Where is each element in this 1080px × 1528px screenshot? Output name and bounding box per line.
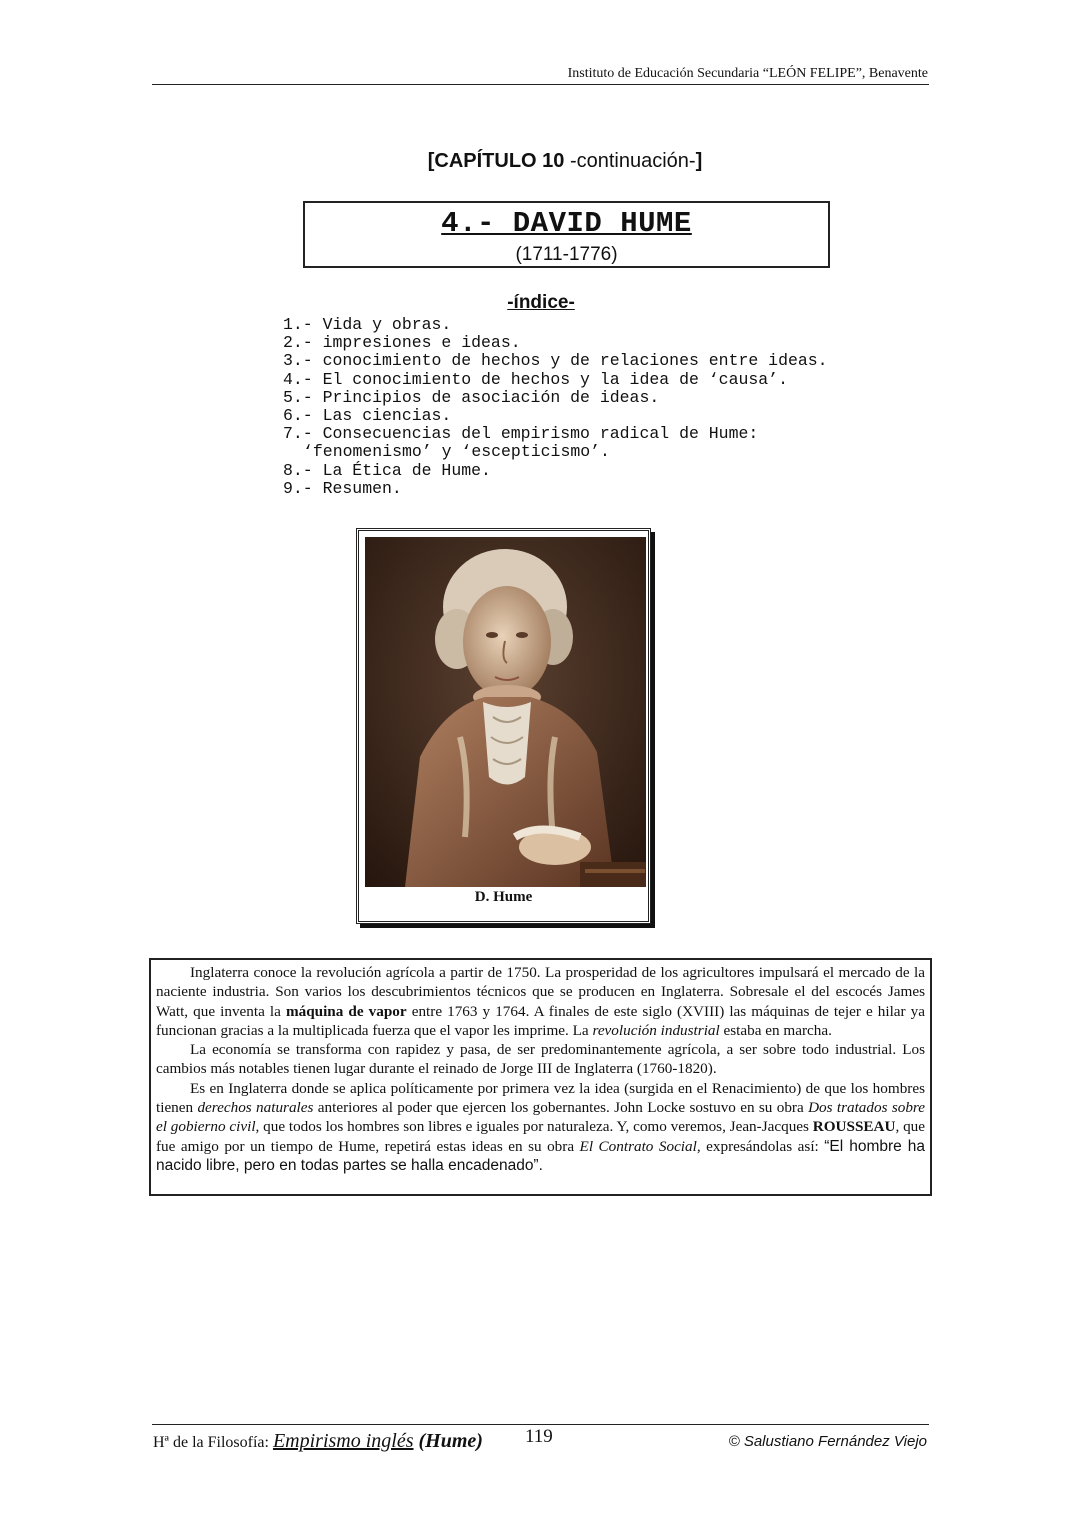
portrait-image	[365, 537, 646, 887]
index-item: 2.- impresiones e ideas.	[283, 333, 521, 353]
text-run-italic: Dos tratados sobre el gobierno civil	[156, 1099, 926, 1136]
footer-copyright: © Salustiano Fernández Viejo	[728, 1433, 927, 1450]
chapter-heading	[0, 150, 1080, 173]
text-run: Es en Inglaterra donde se aplica políticamente por primera vez la idea (surgida en el Renacimiento) de que los hombres tienen	[156, 1079, 925, 1117]
index-item: 5.- Principios de asociación de ideas.	[283, 387, 660, 407]
footer-subject-label: Hª de la Filosofía:	[153, 1434, 273, 1451]
footer-course: Empirismo inglés	[272, 1430, 414, 1452]
portrait-illustration	[365, 537, 646, 887]
text-run: , que fue amigo por un tiempo de Hume, repetirá estas ideas en su obra	[156, 1118, 925, 1155]
header-rule	[152, 84, 929, 85]
text-run-bold: ROUSSEAU	[812, 1118, 896, 1136]
paragraph-economy: La economía se transforma con rapidez y pasa, de ser predominantemente agrícola, a ser sobre todo industrial. Los cambios más notables tienen lugar durante el reinado de Jorge III de Inglaterra (1760-1820).	[156, 1041, 925, 1078]
text-run-italic: revolución industrial	[592, 1021, 720, 1039]
text-run-bold: máquina de vapor	[285, 1002, 407, 1020]
page-title: 4.- DAVID HUME	[441, 207, 692, 240]
text-run: estaba en marcha.	[719, 1021, 832, 1039]
index-item: 9.- Resumen.	[283, 478, 402, 498]
title-dates: (1711-1776)	[515, 244, 618, 265]
page-number: 119	[525, 1426, 553, 1447]
index-list	[283, 316, 828, 498]
text-run: Inglaterra conoce la revolución agrícola a partir de 1750. La prosperidad de los agricultores impulsará el mercado de la naciente industria. Son varios los descubrimientos técnicos que se producen en Inglaterra. Sobresale el del escocés James Watt, que inventa la	[156, 964, 925, 1020]
text-run-italic: derechos naturales	[197, 1099, 314, 1117]
text-run: , expresándolas así:	[696, 1137, 825, 1155]
footer-rule	[152, 1424, 929, 1425]
portrait-caption: D. Hume	[474, 889, 533, 905]
index-title: -índice-	[507, 292, 575, 313]
index-item: 4.- El conocimiento de hechos y la idea de ‘causa’.	[283, 369, 788, 389]
rousseau-quote: “El hombre ha nacido libre, pero en todas partes se halla encadenado”.	[156, 1137, 926, 1174]
chapter-close: ]	[695, 150, 703, 172]
index-item: 6.- Las ciencias.	[283, 406, 452, 426]
paragraph-revolution	[156, 963, 925, 1040]
index-item: 3.- conocimiento de hechos y de relaciones entre ideas.	[283, 351, 828, 371]
text-run: , que todos los hombres son libres e iguales por naturaleza. Y, como veremos, Jean-Jacques	[255, 1118, 813, 1136]
title-box	[303, 201, 830, 268]
text-run-italic: El Contrato Social	[579, 1137, 697, 1155]
footer-author-tag: (Hume)	[413, 1430, 483, 1452]
index-item: 7.- Consecuencias del empirismo radical de Hume:	[283, 424, 759, 444]
chapter-continuation: -continuación-	[564, 150, 696, 172]
index-item: 1.- Vida y obras.	[283, 315, 452, 334]
footer-subject	[153, 1430, 483, 1453]
chapter-label: [CAPÍTULO 10	[427, 150, 565, 172]
text-run: anteriores al poder que ejercen los gobernantes. John Locke sostuvo en su obra	[313, 1099, 809, 1117]
text-run: entre 1763 y 1764. A finales de este siglo (XVIII) las máquinas de tejer e hilar ya funcionan gracias a la multiplicada fuerza que el vapor les imprime. La	[156, 1002, 925, 1039]
context-text-box	[149, 958, 932, 1196]
header-institution: Instituto de Educación Secundaria “LEÓN FELIPE”, Benavente	[567, 66, 928, 81]
index-item: 8.- La Ética de Hume.	[283, 460, 491, 480]
portrait-frame	[356, 528, 651, 924]
index-item-continuation: ‘fenomenismo’ y ‘escepticismo’.	[303, 442, 610, 462]
paragraph-natural-rights	[156, 1079, 925, 1175]
